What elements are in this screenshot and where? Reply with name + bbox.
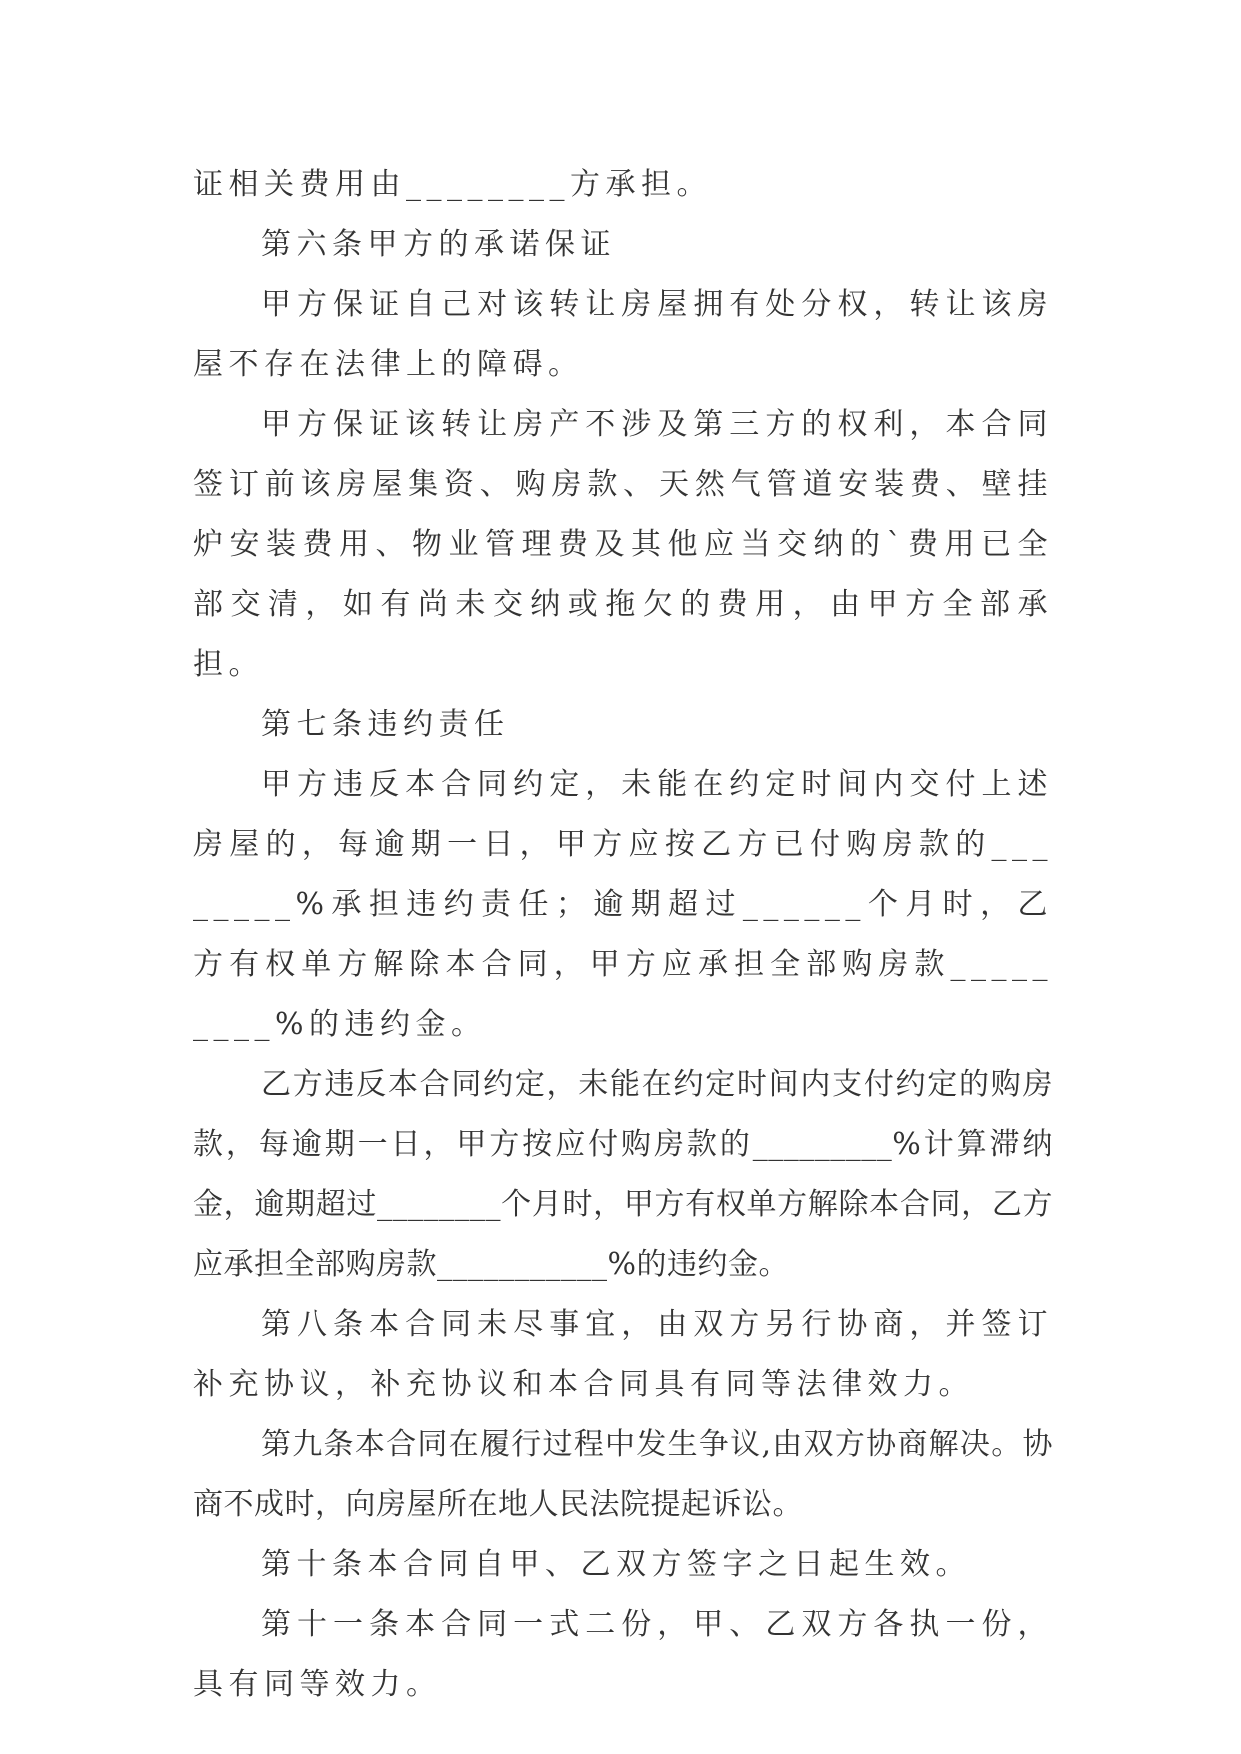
paragraph-disposal-right: 甲方保证自己对该转让房屋拥有处分权，转让该房屋不存在法律上的障碍。: [193, 287, 1053, 382]
article-8: 第八条本合同未尽事宜，由双方另行协商，并签订补充协议，补充协议和本合同具有同等法律效力。: [193, 1307, 1053, 1402]
article-10: 第十条本合同自甲、乙双方签字之日起生效。: [261, 1547, 971, 1582]
paragraph-fee-bearer: 证相关费用由________方承担。: [193, 167, 712, 202]
article-7-heading: 第七条违约责任: [261, 707, 510, 742]
paragraph-party-a-breach: 甲方违反本合同约定，未能在约定时间内交付上述房屋的，每逾期一日，甲方应按乙方已付购房款的________%承担违约责任；逾期超过______个月时，乙方有权单方解除本合同，甲方应承担全部购房款_________%的违约金。: [193, 767, 1053, 1042]
article-11: 第十一条本合同一式二份，甲、乙双方各执一份，具有同等效力。: [193, 1607, 1053, 1702]
paragraph-third-party-rights: 甲方保证该转让房产不涉及第三方的权利，本合同签订前该房屋集资、购房款、天然气管道安装费、壁挂炉安装费用、物业管理费及其他应当交纳的`费用已全部交清，如有尚未交纳或拖欠的费用，由甲方全部承担。: [193, 407, 1053, 682]
article-6-heading: 第六条甲方的承诺保证: [261, 227, 616, 262]
article-9: 第九条本合同在履行过程中发生争议,由双方协商解决。协商不成时，向房屋所在地人民法院提起诉讼。: [193, 1427, 1053, 1522]
document-body: [193, 155, 1053, 1715]
paragraph-party-b-breach: 乙方违反本合同约定，未能在约定时间内支付约定的购房款，每逾期一日，甲方按应付购房款的_________%计算滞纳金，逾期超过________个月时，甲方有权单方解除本合同，乙方应承担全部购房款___________%的违约金。: [193, 1067, 1053, 1282]
